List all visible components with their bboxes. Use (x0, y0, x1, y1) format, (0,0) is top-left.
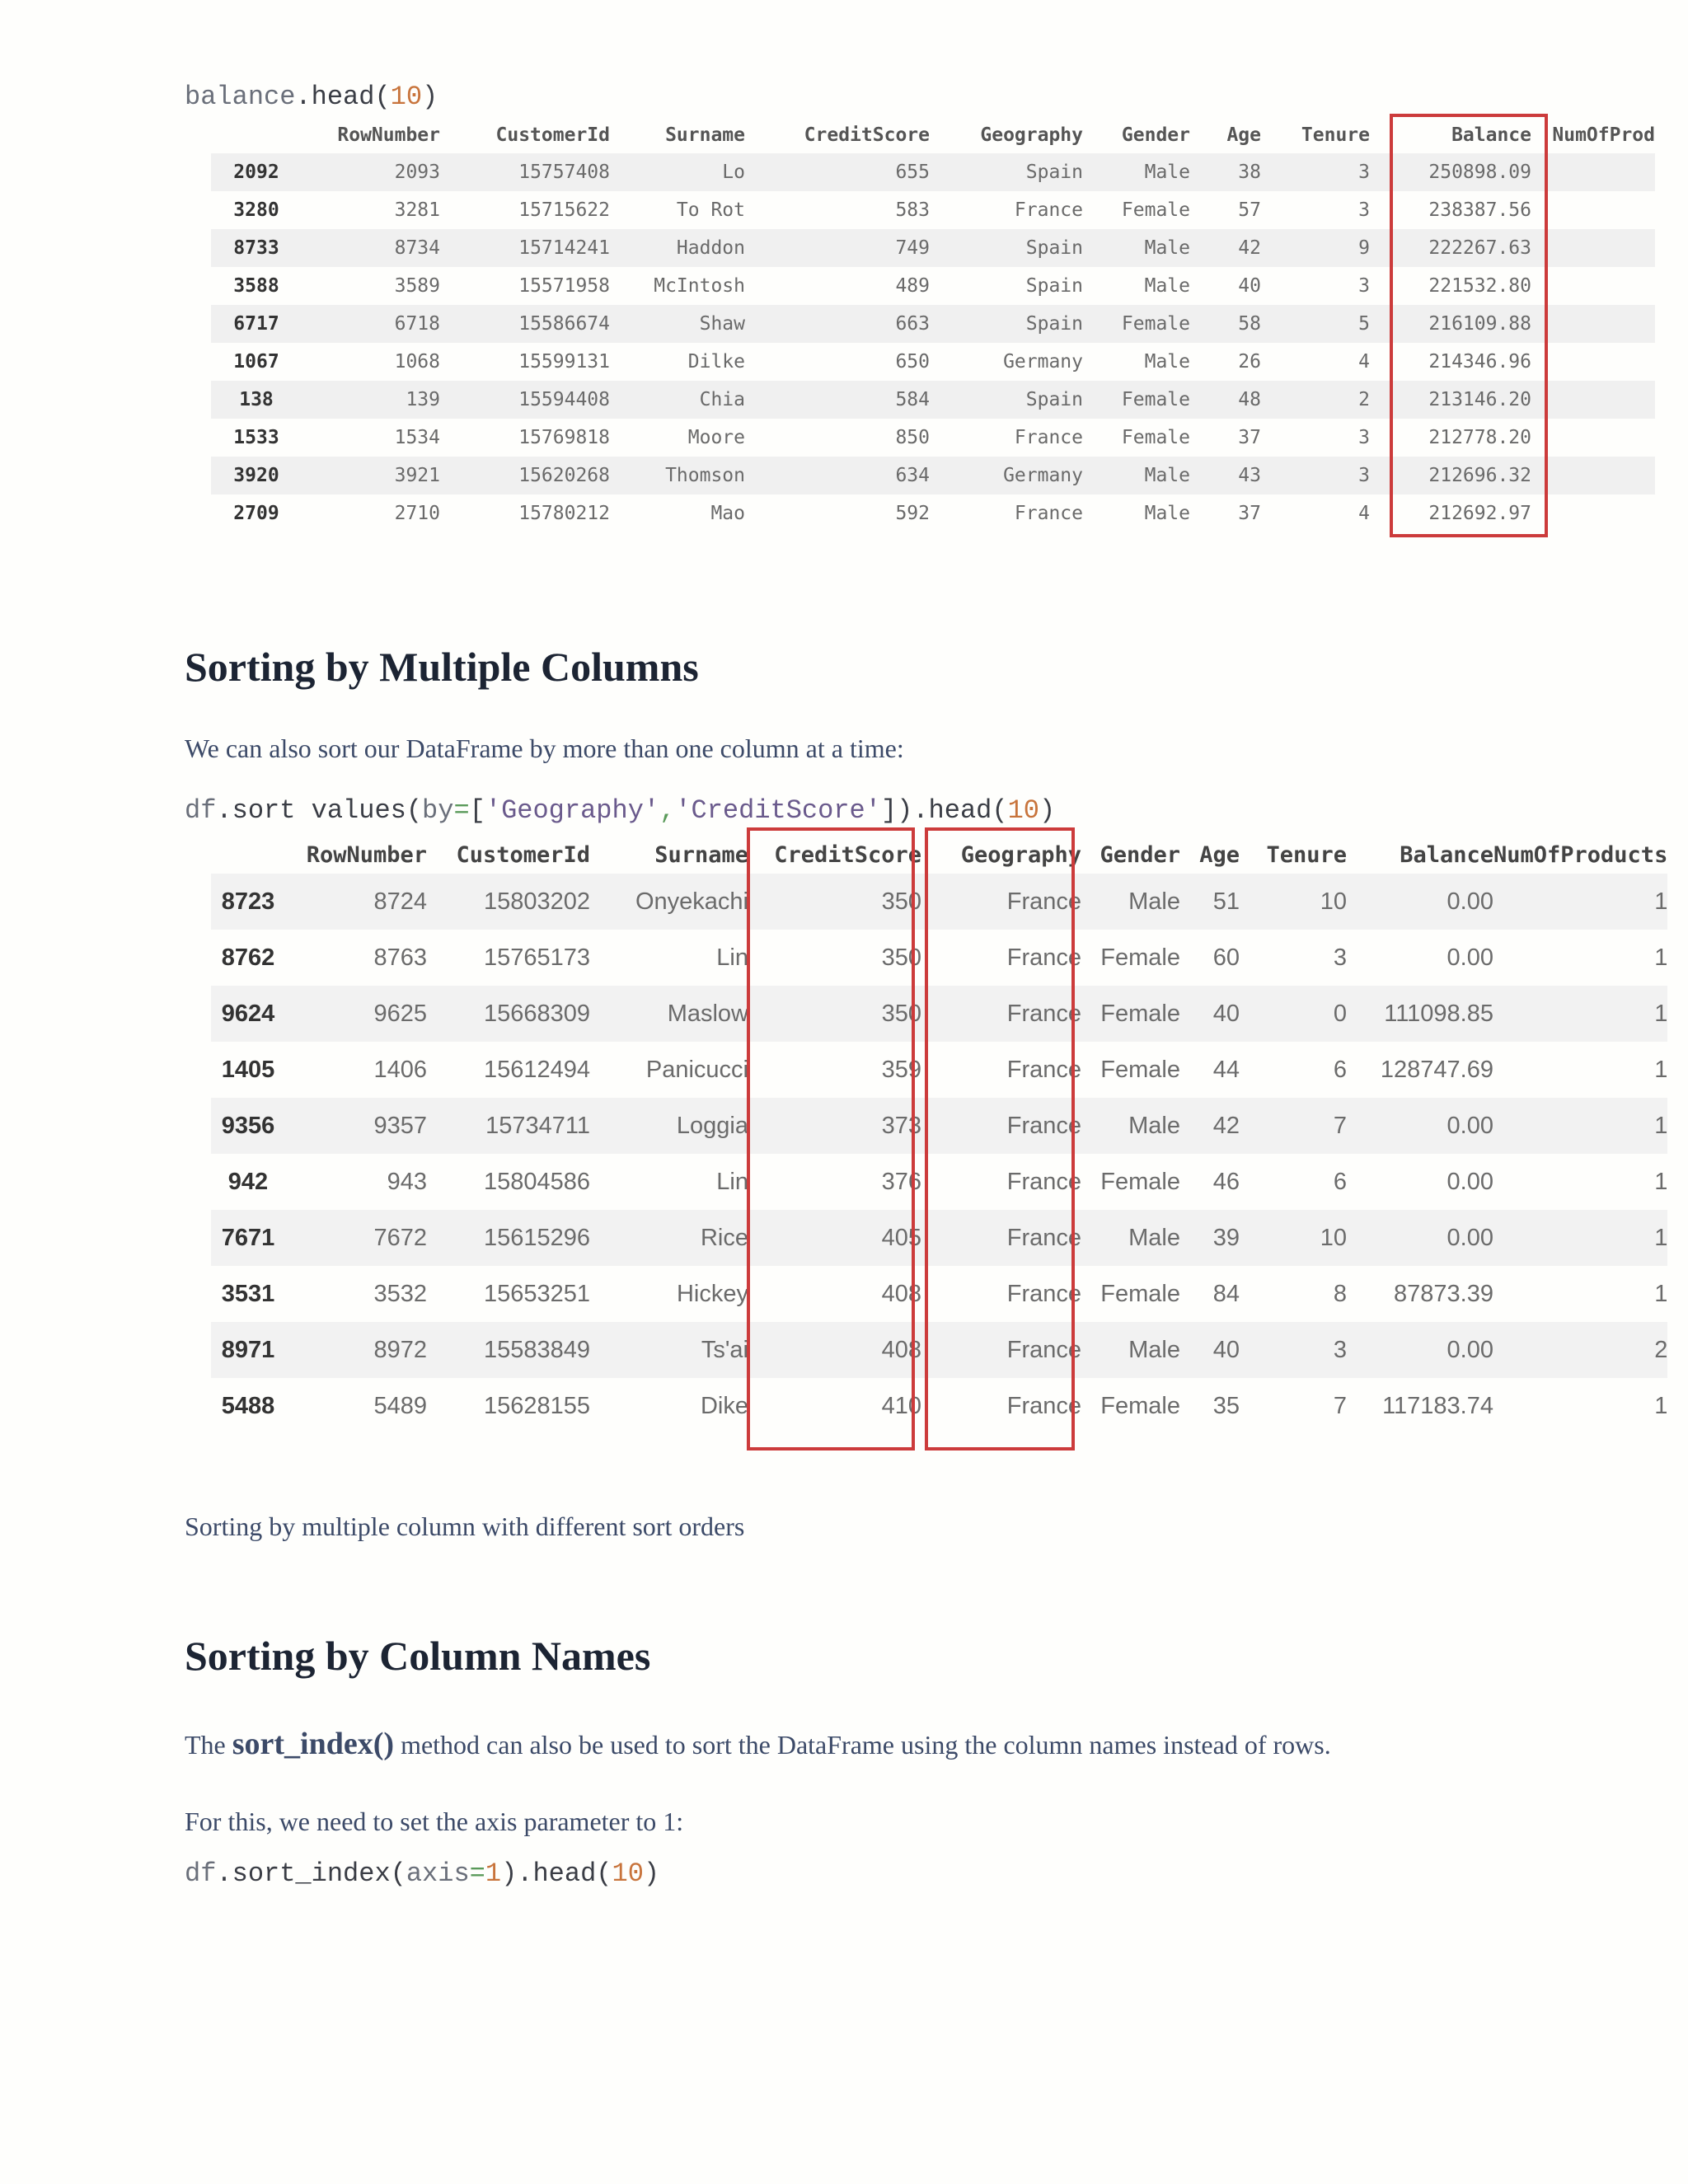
table-cell: Onyekachi (590, 874, 748, 930)
table-cell: 40 (1180, 986, 1240, 1042)
table-cell: 376 (881, 1168, 921, 1195)
table-row (211, 267, 1655, 305)
table-cell (1531, 305, 1655, 343)
table-cell: 37 (1238, 503, 1261, 524)
table-cell: 60 (1212, 944, 1240, 971)
table-cell: France (921, 1210, 1081, 1266)
table-row (211, 191, 1655, 229)
table-cell: 117183.74 (1382, 1392, 1493, 1419)
table-cell: 3 (1333, 944, 1347, 971)
table-cell: Male (1083, 153, 1190, 191)
table-cell: 111098.85 (1347, 986, 1493, 1042)
table-row (211, 343, 1655, 381)
row-index: 942 (227, 1168, 269, 1195)
table-cell (1531, 191, 1655, 229)
table-cell: France (1006, 1280, 1081, 1307)
column-header: Balance (1400, 841, 1493, 868)
table-cell: 51 (1180, 874, 1240, 930)
row-index: 138 (211, 381, 302, 419)
table-cell: 214346.96 (1428, 351, 1531, 373)
table-cell: 584 (745, 381, 930, 419)
table-cell: 87873.39 (1394, 1280, 1493, 1307)
table-cell: Panicucci (645, 1056, 748, 1083)
column-header: Age (1226, 124, 1261, 146)
table-cell: 15769818 (518, 427, 610, 448)
table-cell: 15804586 (483, 1168, 590, 1195)
table-cell: 4 (1358, 351, 1370, 373)
row-index: 9624 (211, 986, 285, 1042)
table-cell: 7 (1333, 1392, 1347, 1419)
table-cell: 15668309 (427, 986, 590, 1042)
table-cell: 3 (1261, 153, 1370, 191)
table-cell: Female (1100, 1056, 1180, 1083)
table-cell: Female (1100, 1280, 1180, 1307)
table-cell (1531, 381, 1655, 419)
table-cell: 58 (1190, 305, 1261, 343)
table-cell: Mao (710, 503, 745, 524)
table-cell: 350 (881, 944, 921, 971)
table-cell: France (1006, 1392, 1081, 1419)
table-cell: Male (1144, 503, 1190, 524)
table-cell: 42 (1190, 229, 1261, 267)
column-header: Gender (1100, 841, 1180, 868)
table-cell: Lin (716, 944, 748, 971)
table-cell: 15765173 (483, 944, 590, 971)
table-row (211, 986, 1667, 1042)
table-cell: Male (1081, 874, 1180, 930)
table-cell: Maslow (590, 986, 748, 1042)
table-cell: McIntosh (654, 275, 745, 297)
table-cell: 5489 (373, 1392, 427, 1419)
table-cell: 84 (1212, 1280, 1240, 1307)
table-cell: 7672 (285, 1210, 427, 1266)
table-cell: 2 (1493, 1322, 1667, 1378)
table-row (211, 1154, 1667, 1210)
table-cell: 57 (1238, 199, 1261, 221)
table-cell: 15714241 (440, 229, 610, 267)
table-cell: 1 (1654, 1168, 1668, 1195)
table-row (211, 1210, 1667, 1266)
table-cell: Germany (1003, 351, 1083, 373)
table-cell: France (921, 1098, 1081, 1154)
table-cell: 3 (1358, 199, 1370, 221)
row-index: 3280 (233, 199, 279, 221)
column-header: Tenure (1301, 124, 1370, 146)
column-header: Surname (665, 124, 745, 146)
table-cell: 1 (1654, 1056, 1668, 1083)
column-header: CreditScore (804, 124, 930, 146)
table-cell: Spain (1025, 275, 1083, 297)
table-cell: 8734 (302, 229, 440, 267)
table-cell: 350 (748, 986, 921, 1042)
table-cell: 40 (1238, 275, 1261, 297)
table-cell: 15757408 (440, 153, 610, 191)
table-cell: 15734711 (427, 1098, 590, 1154)
column-header: Age (1199, 841, 1240, 868)
table-cell: France (1014, 503, 1083, 524)
table-cell: 139 (302, 381, 440, 419)
table-cell: 1068 (394, 351, 440, 373)
table-cell: 2710 (394, 503, 440, 524)
table-cell (1531, 343, 1655, 381)
table-cell: France (1006, 944, 1081, 971)
table-cell: 3 (1358, 427, 1370, 448)
table-cell: 216109.88 (1370, 305, 1531, 343)
table-row (211, 305, 1655, 343)
table-cell: 6 (1333, 1168, 1347, 1195)
table-cell: 634 (745, 457, 930, 494)
table-cell: France (1006, 1056, 1081, 1083)
table-cell: 408 (748, 1322, 921, 1378)
table-cell: Male (1144, 351, 1190, 373)
table-cell: 408 (881, 1280, 921, 1307)
table-cell: Ts'ai (590, 1322, 748, 1378)
table-cell: 15594408 (440, 381, 610, 419)
column-header: Geography (980, 124, 1083, 146)
row-index: 7671 (211, 1210, 285, 1266)
column-header: Gender (1121, 124, 1190, 146)
section-heading-multiple-columns: Sorting by Multiple Columns (185, 644, 699, 690)
table-row (211, 1266, 1667, 1322)
table-row (211, 381, 1655, 419)
table-cell: 37 (1238, 427, 1261, 448)
table-cell: 1 (1654, 1392, 1668, 1419)
row-index: 5488 (221, 1392, 275, 1419)
table-cell: 15612494 (483, 1056, 590, 1083)
column-header: RowNumber (337, 124, 440, 146)
table-cell: 6718 (302, 305, 440, 343)
table-row (211, 419, 1655, 457)
table-cell: 1 (1654, 1280, 1668, 1307)
code-line-sort-values: df.sort values(by=['Geography','CreditScore']).head(10) (185, 795, 1056, 826)
table-cell: 9 (1261, 229, 1370, 267)
table-cell: Thomson (610, 457, 745, 494)
table-cell: 6 (1333, 1056, 1347, 1083)
table-row (211, 153, 1655, 191)
table-cell: 40 (1180, 1322, 1240, 1378)
table-cell: Loggia (590, 1098, 748, 1154)
table-cell: 15586674 (440, 305, 610, 343)
table-cell: 9625 (285, 986, 427, 1042)
row-index: 3920 (211, 457, 302, 494)
table-header-row (211, 836, 1667, 874)
table-cell: 1534 (394, 427, 440, 448)
table-cell: 15628155 (483, 1392, 590, 1419)
table-cell (1531, 457, 1655, 494)
table-cell: 39 (1180, 1210, 1240, 1266)
table-cell: 0.00 (1347, 1210, 1493, 1266)
table-cell: 128747.69 (1380, 1056, 1493, 1083)
table-cell: 655 (745, 153, 930, 191)
row-index: 8762 (221, 944, 275, 971)
table-cell: 410 (881, 1392, 921, 1419)
section-heading-column-names: Sorting by Column Names (185, 1633, 651, 1679)
row-index: 1067 (233, 351, 279, 373)
table-cell: 1 (1493, 986, 1667, 1042)
row-index: 3588 (233, 275, 279, 297)
table-cell: 15620268 (440, 457, 610, 494)
table-cell: 0.00 (1447, 944, 1493, 971)
table-cell: 1 (1493, 1210, 1667, 1266)
balance-table (211, 117, 1655, 532)
table-cell: 46 (1212, 1168, 1240, 1195)
table-cell: 15715622 (518, 199, 610, 221)
table-cell: 3 (1358, 275, 1370, 297)
row-index: 8723 (211, 874, 285, 930)
row-index: 9356 (211, 1098, 285, 1154)
column-header: CustomerId (495, 124, 610, 146)
column-header: NumOfProd (1552, 124, 1655, 146)
table-cell: Haddon (610, 229, 745, 267)
table-cell: 238387.56 (1428, 199, 1531, 221)
table-cell: 583 (895, 199, 930, 221)
sorted-table (211, 836, 1667, 1434)
column-header: Tenure (1266, 841, 1347, 868)
table-cell: 15583849 (427, 1322, 590, 1378)
table-cell: 10 (1240, 874, 1347, 930)
table-cell (1531, 494, 1655, 532)
table-cell (1531, 419, 1655, 457)
table-cell: 650 (895, 351, 930, 373)
table-cell: 9357 (285, 1098, 427, 1154)
paragraph-sort-index: The sort_index() method can also be used to sort the DataFrame using the column names instead of rows. (185, 1727, 1331, 1761)
row-index: 6717 (211, 305, 302, 343)
table-cell: 250898.09 (1370, 153, 1531, 191)
table-cell: Female (1121, 199, 1190, 221)
table-cell: France (1014, 199, 1083, 221)
column-header: CustomerId (456, 841, 590, 868)
table-cell: 3 (1240, 1322, 1347, 1378)
table-cell: 0.00 (1447, 1168, 1493, 1195)
table-cell: 749 (745, 229, 930, 267)
table-cell: 43 (1190, 457, 1261, 494)
column-header: Geography (960, 841, 1081, 868)
paragraph-sort-orders: Sorting by multiple column with different sort orders (185, 1511, 745, 1541)
table-cell: 212692.97 (1428, 503, 1531, 524)
table-cell: 4 (1358, 503, 1370, 524)
row-index: 8733 (211, 229, 302, 267)
column-header: CreditScore (774, 841, 921, 868)
table-cell: Male (1081, 1322, 1180, 1378)
column-header: Balance (1451, 124, 1531, 146)
table-cell: Female (1121, 427, 1190, 448)
table-cell: 8724 (285, 874, 427, 930)
table-row (211, 1098, 1667, 1154)
table-cell: 15571958 (518, 275, 610, 297)
table-cell: Spain (930, 229, 1083, 267)
table-cell: 26 (1238, 351, 1261, 373)
table-row (211, 229, 1655, 267)
row-index: 2709 (233, 503, 279, 524)
table-cell (1531, 229, 1655, 267)
table-cell: 0.00 (1347, 1322, 1493, 1378)
table-cell: Spain (930, 381, 1083, 419)
table-cell: 2 (1261, 381, 1370, 419)
table-cell: 592 (895, 503, 930, 524)
code-line-head: balance.head(10) (185, 82, 438, 112)
table-cell: France (1006, 1168, 1081, 1195)
table-cell: Spain (930, 153, 1083, 191)
row-index: 1405 (221, 1056, 275, 1083)
table-cell: 7 (1240, 1098, 1347, 1154)
table-cell: Female (1083, 305, 1190, 343)
table-row (211, 1042, 1667, 1098)
table-cell: 15653251 (483, 1280, 590, 1307)
table-cell: Rice (590, 1210, 748, 1266)
table-cell: France (921, 1322, 1081, 1378)
table-cell: 48 (1190, 381, 1261, 419)
table-cell: 15599131 (518, 351, 610, 373)
table-cell: Dilke (687, 351, 745, 373)
table-cell: Spain (930, 305, 1083, 343)
table-cell: 850 (895, 427, 930, 448)
table-cell: 3921 (302, 457, 440, 494)
table-cell: 15780212 (518, 503, 610, 524)
table-cell: 10 (1240, 1210, 1347, 1266)
table-cell: 943 (387, 1168, 427, 1195)
table-cell (1531, 153, 1655, 191)
table-cell: 373 (748, 1098, 921, 1154)
table-row (211, 874, 1667, 930)
table-cell: 405 (748, 1210, 921, 1266)
table-row (211, 1378, 1667, 1434)
table-cell: 359 (881, 1056, 921, 1083)
table-cell: Male (1081, 1098, 1180, 1154)
table-cell: France (921, 986, 1081, 1042)
table-row (211, 457, 1655, 494)
table-cell: Female (1100, 944, 1180, 971)
table-row (211, 494, 1655, 532)
table-cell: 3532 (373, 1280, 427, 1307)
row-index: 8971 (211, 1322, 285, 1378)
table-cell: 0 (1240, 986, 1347, 1042)
table-cell: 212778.20 (1428, 427, 1531, 448)
table-cell: 35 (1212, 1392, 1240, 1419)
table-cell: Shaw (610, 305, 745, 343)
table-cell: 0.00 (1347, 1098, 1493, 1154)
table-cell: 38 (1190, 153, 1261, 191)
table-cell: 213146.20 (1370, 381, 1531, 419)
column-header (211, 117, 302, 153)
table-cell: 1 (1654, 944, 1668, 971)
table-cell: 5 (1261, 305, 1370, 343)
code-line-sort-index: df.sort_index(axis=1).head(10) (185, 1858, 660, 1889)
row-index: 1533 (233, 427, 279, 448)
table-cell: France (921, 874, 1081, 930)
paragraph-sort-multiple: We can also sort our DataFrame by more than one column at a time: (185, 733, 904, 763)
table-cell: 8972 (285, 1322, 427, 1378)
table-row (211, 930, 1667, 986)
table-cell: Moore (687, 427, 745, 448)
table-cell: 3281 (394, 199, 440, 221)
table-cell: Male (1144, 275, 1190, 297)
table-cell: Lo (610, 153, 745, 191)
paragraph-axis-parameter: For this, we need to set the axis parameter to 1: (185, 1807, 684, 1836)
table-row (211, 1322, 1667, 1378)
table-cell: 42 (1180, 1098, 1240, 1154)
table-cell: 2093 (302, 153, 440, 191)
table-cell: 3 (1261, 457, 1370, 494)
table-cell: Female (1081, 986, 1180, 1042)
table-cell: Dike (700, 1392, 748, 1419)
table-cell: 15803202 (427, 874, 590, 930)
table-cell: Male (1083, 457, 1190, 494)
table-cell: 489 (895, 275, 930, 297)
column-header: RowNumber (306, 841, 427, 868)
table-cell: 8 (1333, 1280, 1347, 1307)
table-cell: Lin (716, 1168, 748, 1195)
table-cell (1531, 267, 1655, 305)
table-cell: 1406 (373, 1056, 427, 1083)
row-index: 2092 (211, 153, 302, 191)
row-index: 3531 (221, 1280, 275, 1307)
table-cell: 221532.80 (1428, 275, 1531, 297)
table-cell: France (1014, 427, 1083, 448)
table-cell: Female (1083, 381, 1190, 419)
table-cell: 3589 (394, 275, 440, 297)
table-cell: Male (1083, 229, 1190, 267)
table-header-row (211, 117, 1655, 153)
table-cell: Hickey (676, 1280, 748, 1307)
column-header (211, 836, 285, 874)
table-cell: 1 (1493, 874, 1667, 930)
table-cell: 0.00 (1347, 874, 1493, 930)
table-cell: 8763 (373, 944, 427, 971)
table-cell: Female (1100, 1168, 1180, 1195)
table-cell: 212696.32 (1370, 457, 1531, 494)
table-cell: 1 (1493, 1098, 1667, 1154)
column-header: NumOfProducts (1493, 841, 1668, 868)
table-cell: 15615296 (427, 1210, 590, 1266)
table-cell: To Rot (676, 199, 745, 221)
table-cell: Male (1081, 1210, 1180, 1266)
table-cell: 663 (745, 305, 930, 343)
table-cell: 44 (1212, 1056, 1240, 1083)
table-cell: Female (1100, 1392, 1180, 1419)
table-cell: Germany (930, 457, 1083, 494)
column-header: Surname (654, 841, 748, 868)
table-cell: Chia (610, 381, 745, 419)
table-cell: 222267.63 (1370, 229, 1531, 267)
table-cell: 350 (748, 874, 921, 930)
